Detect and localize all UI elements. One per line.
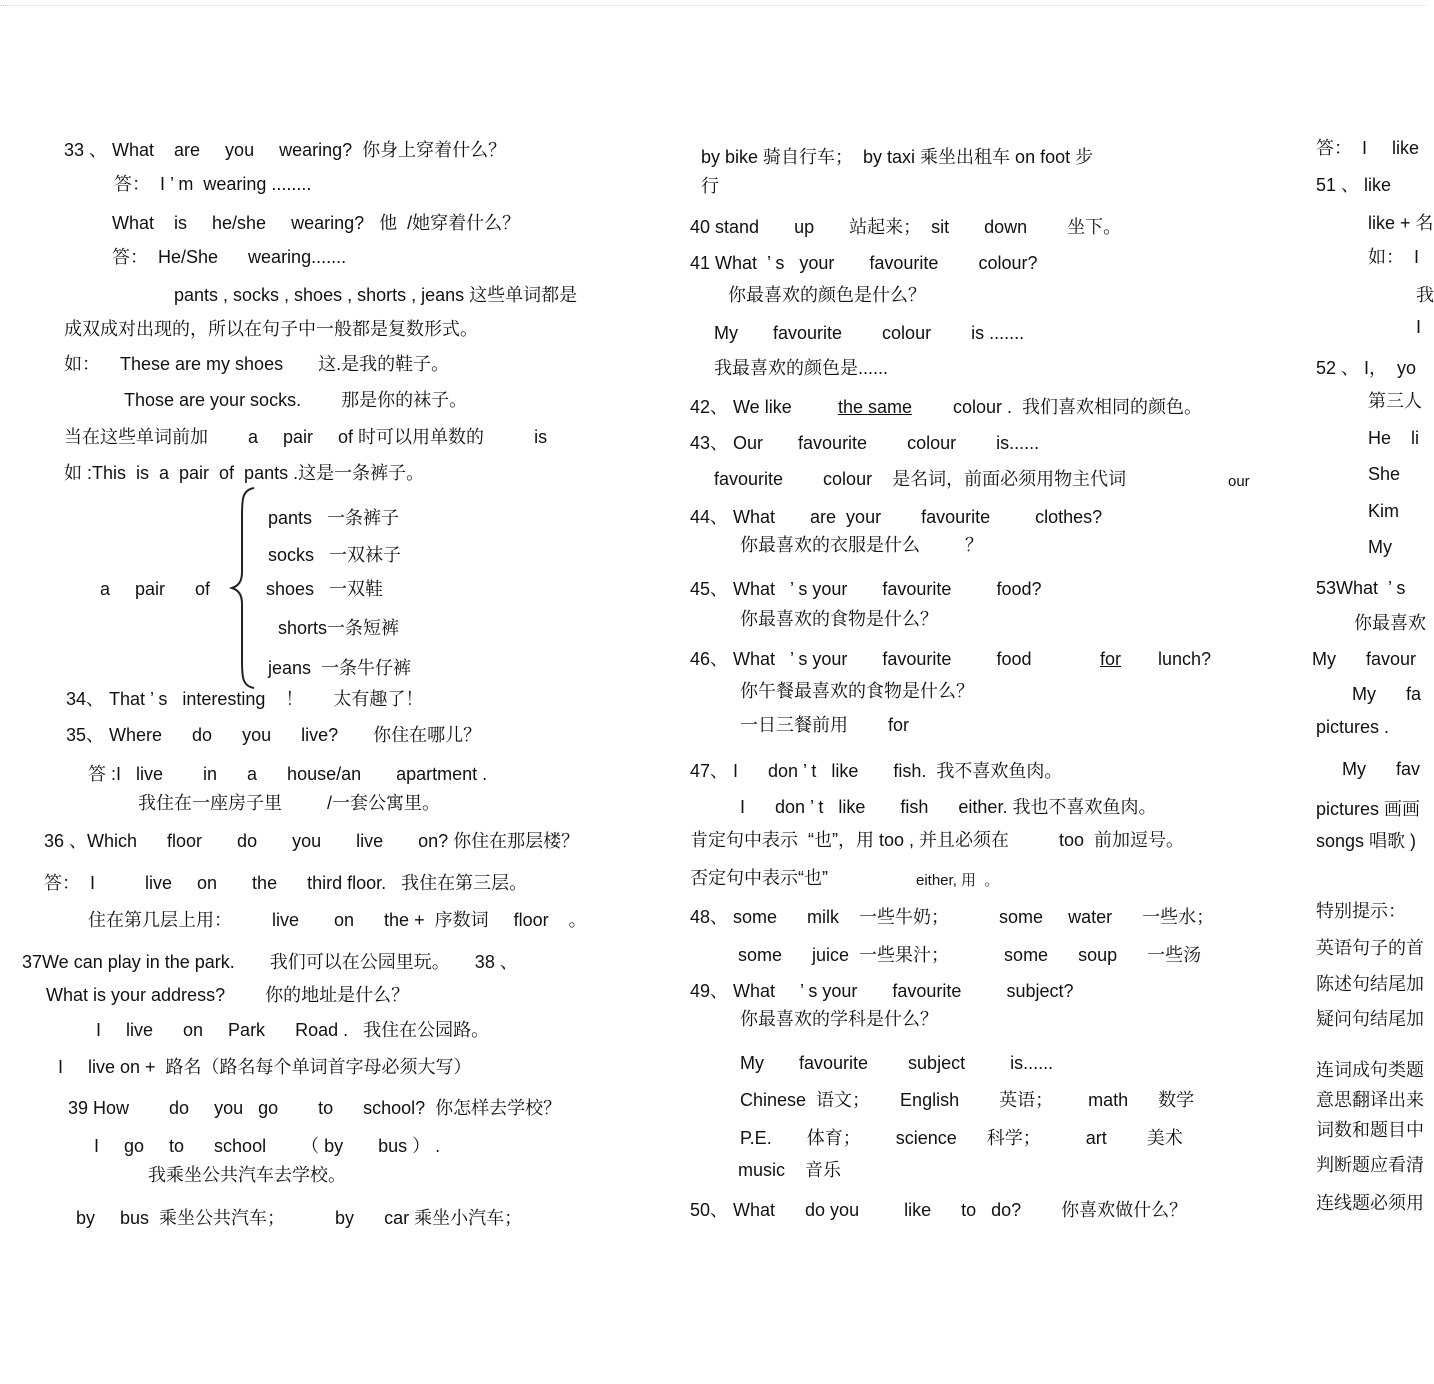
item-33-question: 33 、 What are you wearing? 你身上穿着什么？ [64, 140, 507, 160]
column-middle [660, 0, 1300, 1384]
transport-bike-taxi-foot: by bike 骑自行车； by taxi 乘坐出租车 on foot 步 [701, 147, 1094, 167]
item-42-start: 42、 We like [690, 397, 792, 417]
example-shoes: 如： These are my shoes 这.是我的鞋子。 [64, 354, 450, 374]
item-53-translation: 你最喜欢 [1354, 613, 1426, 633]
item-47-note-either: 否定句中表示“也” [690, 868, 828, 888]
item-43-note-our: our [1228, 473, 1250, 490]
tip-3: 疑问句结尾加 [1316, 1009, 1424, 1029]
pair-list-jeans: jeans 一条牛仔裤 [268, 658, 412, 678]
tip-4-cont-2: 词数和题目中 [1316, 1120, 1424, 1140]
item-42-end: colour . 我们喜欢相同的颜色。 [953, 397, 1203, 417]
example-socks: Those are your socks. 那是你的袜子。 [124, 390, 468, 410]
item-46-underlined: for [1100, 649, 1122, 669]
item-41-answer-translation: 我最喜欢的颜色是...... [714, 358, 889, 378]
subjects-line-3: music 音乐 [738, 1160, 842, 1180]
pair-note: 当在这些单词前加 a pair of 时可以用单数的 is [64, 427, 548, 447]
item-45-question: 45、 What ’ s your favourite food? [690, 579, 1042, 599]
item-33-question-2: What is he/she wearing? 他 /她穿着什么？ [112, 213, 521, 233]
col3-answer-like: 答： I like [1316, 138, 1420, 158]
item-36-question: 36 、Which floor do you live on? 你住在那层楼？ [44, 831, 580, 851]
column-right-cropped [1300, 0, 1434, 1384]
curly-brace-icon [228, 486, 260, 690]
item-53-answer-3: My fav [1342, 759, 1421, 779]
item-42-underlined: the same [838, 397, 913, 417]
item-46-end: lunch? [1158, 649, 1212, 669]
item-53: 53What ’ s [1316, 578, 1406, 598]
item-33-answer-2: 答： He/She wearing....... [112, 247, 347, 267]
item-39-answer: I go to school （ by bus ） . [94, 1136, 441, 1156]
item-44-translation: 你最喜欢的衣服是什么 ？ [740, 535, 984, 555]
subjects-line-1: Chinese 语文； English 英语； math 数学 [740, 1090, 1195, 1110]
item-51-rule: like + 名 [1368, 213, 1434, 233]
item-52-my: My [1368, 537, 1392, 557]
item-43-note: favourite colour 是名词，前面必须用物主代词 [714, 469, 1127, 489]
item-52-he: He li [1368, 428, 1420, 448]
pair-list-shorts: shorts一条短裤 [278, 618, 400, 638]
item-34: 34、 That ’ s interesting ！ 太有趣了！ [66, 689, 424, 709]
tip-4-cont: 意思翻译出来 [1316, 1090, 1424, 1110]
item-37: 37We can play in the park. 我们可以在公园里玩。 38 、 [22, 952, 518, 972]
item-53-pictures-2: pictures 画画 [1316, 799, 1421, 819]
item-51: 51 、 like [1316, 175, 1392, 195]
item-53-pictures: pictures . [1316, 717, 1390, 737]
item-35-question: 35、 Where do you live? 你住在哪儿？ [66, 725, 482, 745]
item-52: 52 、 I， yo [1316, 358, 1417, 378]
item-39-translation: 我乘坐公共汽车去学校。 [148, 1165, 346, 1185]
pair-label: a pair of [100, 579, 211, 599]
item-48-line-1: 48、 some milk 一些牛奶； some water 一些水； [690, 907, 1215, 927]
item-52-she: She [1368, 464, 1401, 484]
item-52-note: 第三人 [1368, 391, 1422, 411]
pair-list-pants: pants 一条裤子 [268, 508, 400, 528]
item-40: 40 stand up 站起来； sit down 坐下。 [690, 217, 1122, 237]
item-44-question: 44、 What are your favourite clothes? [690, 507, 1103, 527]
item-45-translation: 你最喜欢的食物是什么？ [740, 609, 938, 629]
tip-1: 英语句子的首 [1316, 938, 1424, 958]
item-52-kim: Kim [1368, 501, 1399, 521]
pair-list-socks: socks 一双袜子 [268, 545, 402, 565]
item-43: 43、 Our favourite colour is...... [690, 433, 1040, 453]
item-38-answer: I live on Park Road . 我住在公园路。 [96, 1020, 490, 1040]
plural-note-line-1: pants , socks , shoes , shorts , jeans 这些单词都是 [174, 285, 578, 305]
tip-4: 连词成句类题 [1316, 1060, 1424, 1080]
item-36-answer: 答： I live on the third floor. 我住在第三层。 [44, 873, 528, 893]
item-46-question: 46、 What ’ s your favourite food [690, 649, 1032, 669]
pair-list-shoes: shoes 一双鞋 [266, 579, 384, 599]
item-50: 50、 What do you like to do? 你喜欢做什么？ [690, 1200, 1188, 1220]
item-53-songs: songs 唱歌 ) [1316, 831, 1417, 851]
item-35-translation: 我住在一座房子里 /一套公寓里。 [138, 793, 441, 813]
item-51-example: 如： I [1368, 247, 1420, 267]
item-46-translation: 你午餐最喜欢的食物是什么？ [740, 681, 974, 701]
item-35-answer: 答 :I live in a house/an apartment . [88, 764, 488, 784]
tip-5: 判断题应看清 [1316, 1155, 1424, 1175]
item-41-answer: My favourite colour is ....... [714, 323, 1025, 343]
item-53-answer: My favour [1312, 649, 1417, 669]
item-41-question: 41 What ’ s your favourite colour? [690, 253, 1038, 273]
plural-note-line-2: 成双成对出现的，所以在句子中一般都是复数形式。 [64, 319, 478, 339]
item-51-example-2: I [1416, 317, 1422, 337]
item-49-question: 49、 What ’ s your favourite subject? [690, 981, 1074, 1001]
pair-example: 如 :This is a pair of pants .这是一条裤子。 [64, 463, 425, 483]
item-36-note: 住在第几层上用： live on the + 序数词 floor 。 [88, 910, 587, 930]
tip-2: 陈述句结尾加 [1316, 974, 1424, 994]
tips-heading: 特别提示： [1316, 901, 1406, 921]
item-47-sentence-1: 47、 I don ’ t like fish. 我不喜欢鱼肉。 [690, 761, 1063, 781]
tip-6: 连线题必须用 [1316, 1193, 1424, 1213]
item-39-question: 39 How do you go to school? 你怎样去学校？ [68, 1098, 562, 1118]
item-53-answer-2: My fa [1352, 684, 1422, 704]
item-47-note-either-end: either, 用 。 [916, 872, 1000, 889]
item-49-translation: 你最喜欢的学科是什么？ [740, 1009, 938, 1029]
item-49-answer: My favourite subject is...... [740, 1053, 1054, 1073]
item-47-sentence-2: I don ’ t like fish either. 我也不喜欢鱼肉。 [740, 797, 1157, 817]
transport-foot-cont: 行 [701, 176, 719, 196]
item-41-translation: 你最喜欢的颜色是什么？ [728, 285, 926, 305]
subjects-line-2: P.E. 体育； science 科学； art 美术 [740, 1128, 1183, 1148]
item-33-answer: 答： I ’ m wearing ........ [114, 174, 312, 194]
column-left [0, 0, 660, 1384]
item-38-question: What is your address? 你的地址是什么？ [46, 985, 410, 1005]
item-48-line-2: some juice 一些果汁； some soup 一些汤 [738, 945, 1202, 965]
item-51-translation: 我 [1416, 285, 1434, 305]
item-46-note: 一日三餐前用 for [740, 715, 910, 735]
item-38-note: I live on + 路名（路名每个单词首字母必须大写） [58, 1057, 472, 1077]
transport-bus-car: by bus 乘坐公共汽车； by car 乘坐小汽车； [76, 1208, 523, 1228]
item-47-note-too: 肯定句中表示 “也”，用 too , 并且必须在 too 前加逗号。 [690, 830, 1185, 850]
